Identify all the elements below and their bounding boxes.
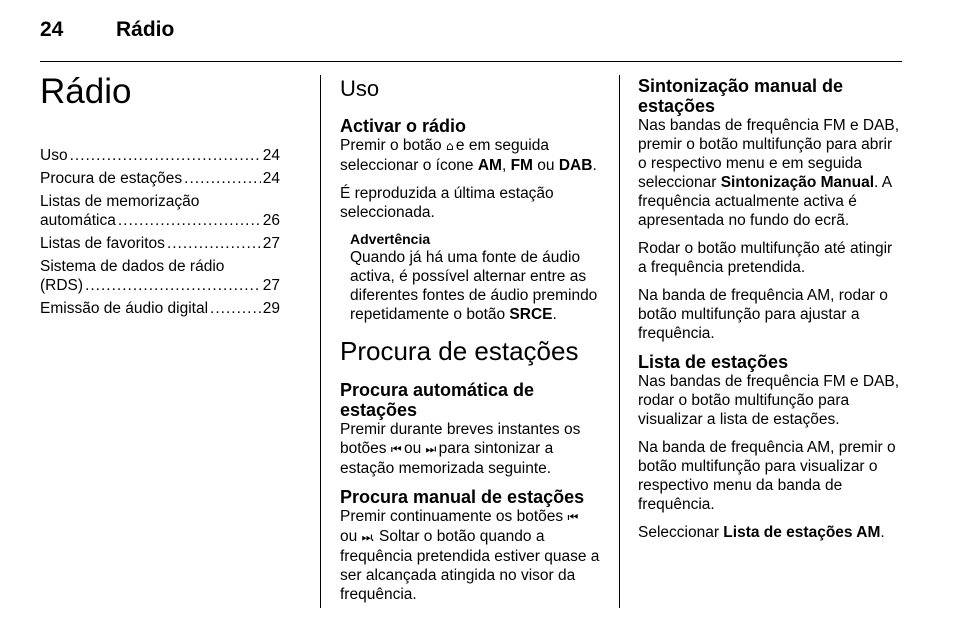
subsection-title-lista: Lista de estações: [638, 352, 789, 372]
seek-back-icon: ⏮: [390, 442, 400, 456]
toc-entry-page: 27: [262, 277, 280, 294]
header-rule: [40, 61, 902, 62]
toc-column: [40, 72, 280, 322]
toc-entry-page: 26: [262, 212, 280, 229]
toc-entry-page: 29: [262, 300, 280, 317]
subsection-title-manual: Procura manual de estações: [340, 487, 585, 507]
column-divider-2: [619, 75, 620, 608]
toc-entry-procura[interactable]: [40, 169, 280, 188]
right-column: [638, 76, 904, 551]
paragraph-lista-1: Nas bandas de frequência FM e DAB, rodar o botão multifunção para visualizar a lista de estações.: [638, 373, 900, 428]
seek-forward-icon: ⏭: [361, 530, 371, 544]
paragraph-auto: Premir durante breves instantes os botões ⏮ ou ⏭ para sintonizar a estação memorizada seguinte.: [340, 421, 581, 477]
section-title-procura: Procura de estações: [340, 336, 579, 366]
toc-entry-text: Emissão de áudio digital: [40, 300, 209, 317]
paragraph-lista-3: Seleccionar Lista de estações AM.: [638, 524, 885, 541]
column-divider-1: [320, 75, 321, 608]
toc-entry-favoritos[interactable]: [40, 234, 280, 253]
toc-entry-uso[interactable]: [40, 146, 280, 165]
toc-leader: [167, 234, 261, 253]
advertencia-note: [340, 231, 608, 324]
subsection-title-auto: Procura automática de estações: [340, 380, 535, 420]
toc-leader: [70, 146, 261, 165]
toc-entry-text-line1: Sistema de dados de rádio: [40, 258, 225, 275]
seek-forward-icon: ⏭: [425, 442, 435, 456]
toc-entry-page: 27: [262, 235, 280, 252]
toc-entry-listas-memorizacao[interactable]: [40, 192, 280, 230]
note-title: Advertência: [350, 231, 431, 247]
paragraph-sintonizacao-1: Nas bandas de frequência FM e DAB, premir o botão multifunção para abrir o respectivo menu e em seguida seleccionar Sintonização Manual. A frequência actualmente activa é apresentada no fundo do ecrã.: [638, 117, 900, 229]
page-header: [0, 18, 960, 58]
paragraph-sintonizacao-2: Rodar o botão multifunção até atingir a frequência pretendida.: [638, 240, 893, 276]
page-number: 24: [40, 18, 64, 41]
toc-entry-text-line2: automática: [40, 212, 116, 229]
toc-leader: [184, 169, 261, 188]
toc-entry-dab[interactable]: [40, 299, 280, 318]
subsection-title-sintonizacao: Sintonização manual de estações: [638, 76, 844, 116]
middle-column: [340, 76, 608, 613]
note-text: Quando já há uma fonte de áudio activa, é possível alternar entre as diferentes fontes de áudio premindo repetidamente o botão SRCE.: [350, 249, 598, 323]
paragraph-ultima-estacao: É reproduzida a última estação seleccionada.: [340, 185, 554, 221]
chapter-title: Rádio: [40, 72, 132, 111]
toc-entry-text-line2: (RDS): [40, 277, 84, 294]
seek-back-icon: ⏮: [567, 510, 577, 524]
home-icon: ⌂: [445, 139, 452, 153]
paragraph-sintonizacao-3: Na banda de frequência AM, rodar o botão multifunção para ajustar a frequência.: [638, 287, 888, 342]
toc-entry-text: Uso: [40, 147, 68, 164]
toc-entry-text-line1: Listas de memorização: [40, 193, 200, 210]
toc-entry-text: Listas de favoritos: [40, 235, 165, 252]
toc-entry-page: 24: [262, 147, 280, 164]
toc-leader: [85, 276, 261, 295]
paragraph-manual: Premir continuamente os botões ⏮ ou ⏭. Soltar o botão quando a frequência pretendida estiver quase a ser alcançada atingida no visor da frequência.: [340, 508, 600, 603]
toc-entry-text: Procura de estações: [40, 170, 183, 187]
paragraph-activar: Premir o botão ⌂ e em seguida seleccionar o ícone AM, FM ou DAB.: [340, 137, 597, 174]
running-title: Rádio: [116, 18, 175, 41]
toc-leader: [118, 211, 261, 230]
toc-leader: [210, 299, 261, 318]
section-title-uso: Uso: [340, 76, 380, 101]
toc-entry-page: 24: [262, 170, 280, 187]
subsection-title-activar: Activar o rádio: [340, 116, 467, 136]
toc-entry-rds[interactable]: [40, 257, 280, 295]
paragraph-lista-2: Na banda de frequência AM, premir o botão multifunção para visualizar o respectivo menu da banda de frequência.: [638, 439, 896, 513]
